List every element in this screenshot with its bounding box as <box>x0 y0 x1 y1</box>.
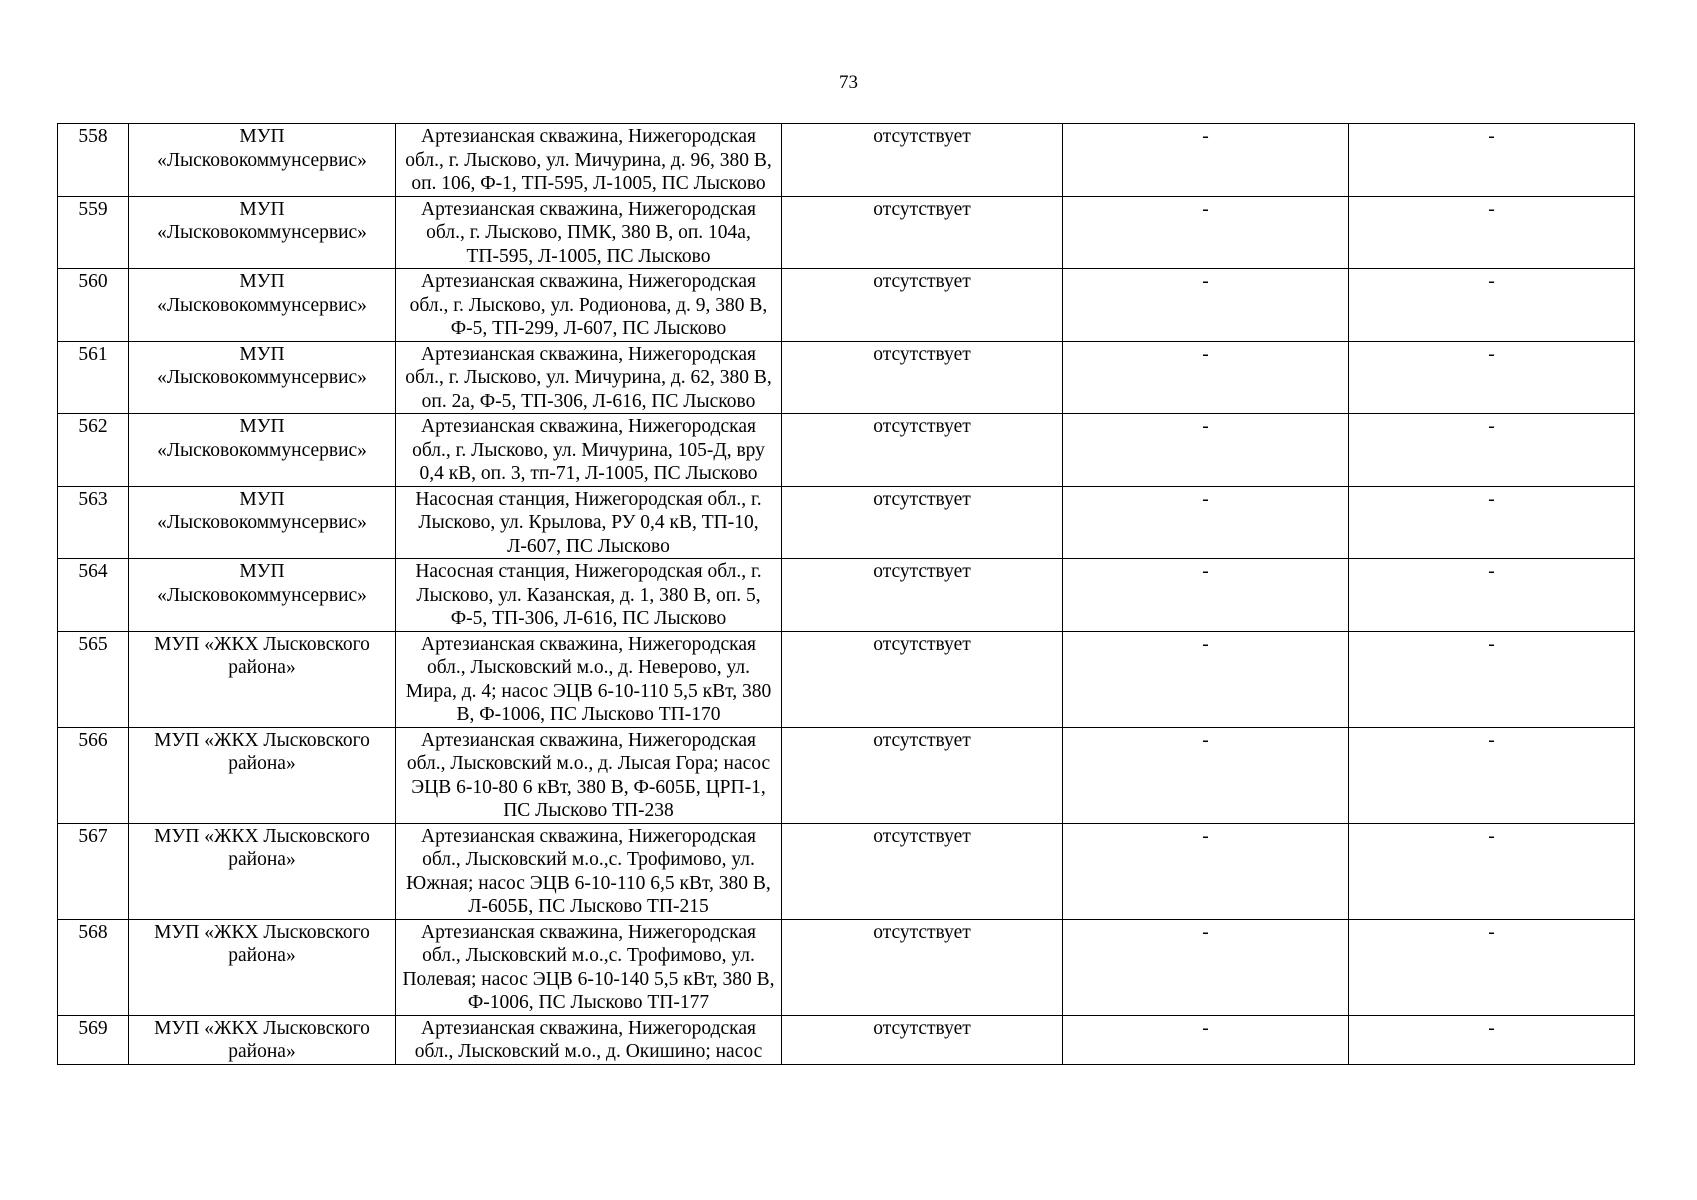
row-number: 561 <box>58 341 129 414</box>
row-number: 564 <box>58 559 129 632</box>
organization: МУП «Лысковокоммунсервис» <box>129 486 396 559</box>
row-number: 568 <box>58 919 129 1015</box>
organization: МУП «ЖКХ Лысковского района» <box>129 919 396 1015</box>
row-number: 560 <box>58 269 129 342</box>
status-value: отсутствует <box>782 919 1063 1015</box>
object-location: Артезианская скважина, Нижегородская обл., Лысковский м.о., д. Окишино; насос <box>396 1015 782 1064</box>
organization: МУП «Лысковокоммунсервис» <box>129 196 396 269</box>
page-number: 73 <box>839 72 858 93</box>
organization: МУП «Лысковокоммунсервис» <box>129 559 396 632</box>
row-number: 563 <box>58 486 129 559</box>
row-number: 565 <box>58 631 129 727</box>
column5-value: - <box>1063 414 1349 487</box>
status-value: отсутствует <box>782 341 1063 414</box>
object-location: Артезианская скважина, Нижегородская обл., Лысковский м.о., д. Лысая Гора; насос ЭЦВ 6-10-80 6 кВт, 380 В, Ф-605Б, ЦРП-1, ПС Лысково ТП-238 <box>396 727 782 823</box>
registry-table <box>57 123 1635 1065</box>
status-value: отсутствует <box>782 196 1063 269</box>
column5-value: - <box>1063 341 1349 414</box>
status-value: отсутствует <box>782 1015 1063 1064</box>
object-location: Артезианская скважина, Нижегородская обл., Лысковский м.о.,с. Трофимово, ул. Южная; насос ЭЦВ 6-10-110 6,5 кВт, 380 В, Л-605Б, ПС Лысково ТП-215 <box>396 823 782 919</box>
table-row <box>58 559 1635 632</box>
column5-value: - <box>1063 486 1349 559</box>
organization: МУП «Лысковокоммунсервис» <box>129 269 396 342</box>
row-number: 567 <box>58 823 129 919</box>
column5-value: - <box>1063 124 1349 197</box>
row-number: 558 <box>58 124 129 197</box>
status-value: отсутствует <box>782 414 1063 487</box>
table-row <box>58 486 1635 559</box>
table-row <box>58 823 1635 919</box>
organization: МУП «ЖКХ Лысковского района» <box>129 631 396 727</box>
status-value: отсутствует <box>782 269 1063 342</box>
object-location: Артезианская скважина, Нижегородская обл., Лысковский м.о.,с. Трофимово, ул. Полевая; насос ЭЦВ 6-10-140 5,5 кВт, 380 В, Ф-1006, ПС Лысково ТП-177 <box>396 919 782 1015</box>
object-location: Артезианская скважина, Нижегородская обл., г. Лысково, ул. Родионова, д. 9, 380 В, Ф-5, ТП-299, Л-607, ПС Лысково <box>396 269 782 342</box>
column6-value: - <box>1349 269 1635 342</box>
column6-value: - <box>1349 196 1635 269</box>
column5-value: - <box>1063 631 1349 727</box>
column5-value: - <box>1063 823 1349 919</box>
object-location: Артезианская скважина, Нижегородская обл., г. Лысково, ПМК, 380 В, оп. 104а, ТП-595, Л-1005, ПС Лысково <box>396 196 782 269</box>
column5-value: - <box>1063 559 1349 632</box>
object-location: Насосная станция, Нижегородская обл., г. Лысково, ул. Крылова, РУ 0,4 кВ, ТП-10, Л-607, ПС Лысково <box>396 486 782 559</box>
status-value: отсутствует <box>782 559 1063 632</box>
row-number: 566 <box>58 727 129 823</box>
table-row <box>58 341 1635 414</box>
row-number: 559 <box>58 196 129 269</box>
column5-value: - <box>1063 727 1349 823</box>
organization: МУП «ЖКХ Лысковского района» <box>129 727 396 823</box>
column6-value: - <box>1349 919 1635 1015</box>
status-value: отсутствует <box>782 124 1063 197</box>
column6-value: - <box>1349 823 1635 919</box>
column5-value: - <box>1063 1015 1349 1064</box>
column5-value: - <box>1063 919 1349 1015</box>
column6-value: - <box>1349 631 1635 727</box>
row-number: 569 <box>58 1015 129 1064</box>
column6-value: - <box>1349 414 1635 487</box>
column6-value: - <box>1349 341 1635 414</box>
table-row <box>58 631 1635 727</box>
status-value: отсутствует <box>782 486 1063 559</box>
organization: МУП «ЖКХ Лысковского района» <box>129 1015 396 1064</box>
table-row <box>58 727 1635 823</box>
table-row <box>58 919 1635 1015</box>
column5-value: - <box>1063 196 1349 269</box>
object-location: Артезианская скважина, Нижегородская обл., г. Лысково, ул. Мичурина, д. 62, 380 В, оп. 2а, Ф-5, ТП-306, Л-616, ПС Лысково <box>396 341 782 414</box>
object-location: Артезианская скважина, Нижегородская обл., Лысковский м.о., д. Неверово, ул. Мира, д. 4; насос ЭЦВ 6-10-110 5,5 кВт, 380 В, Ф-1006, ПС Лысково ТП-170 <box>396 631 782 727</box>
table-row <box>58 414 1635 487</box>
object-location: Артезианская скважина, Нижегородская обл., г. Лысково, ул. Мичурина, 105-Д, вру 0,4 кВ, оп. 3, тп-71, Л-1005, ПС Лысково <box>396 414 782 487</box>
column6-value: - <box>1349 1015 1635 1064</box>
organization: МУП «Лысковокоммунсервис» <box>129 414 396 487</box>
table-row <box>58 124 1635 197</box>
object-location: Артезианская скважина, Нижегородская обл., г. Лысково, ул. Мичурина, д. 96, 380 В, оп. 106, Ф-1, ТП-595, Л-1005, ПС Лысково <box>396 124 782 197</box>
organization: МУП «ЖКХ Лысковского района» <box>129 823 396 919</box>
column5-value: - <box>1063 269 1349 342</box>
column6-value: - <box>1349 559 1635 632</box>
status-value: отсутствует <box>782 727 1063 823</box>
object-location: Насосная станция, Нижегородская обл., г. Лысково, ул. Казанская, д. 1, 380 В, оп. 5, Ф-5, ТП-306, Л-616, ПС Лысково <box>396 559 782 632</box>
status-value: отсутствует <box>782 631 1063 727</box>
column6-value: - <box>1349 124 1635 197</box>
status-value: отсутствует <box>782 823 1063 919</box>
column6-value: - <box>1349 486 1635 559</box>
table-row <box>58 196 1635 269</box>
organization: МУП «Лысковокоммунсервис» <box>129 341 396 414</box>
column6-value: - <box>1349 727 1635 823</box>
row-number: 562 <box>58 414 129 487</box>
table-row <box>58 269 1635 342</box>
organization: МУП «Лысковокоммунсервис» <box>129 124 396 197</box>
table-row <box>58 1015 1635 1064</box>
